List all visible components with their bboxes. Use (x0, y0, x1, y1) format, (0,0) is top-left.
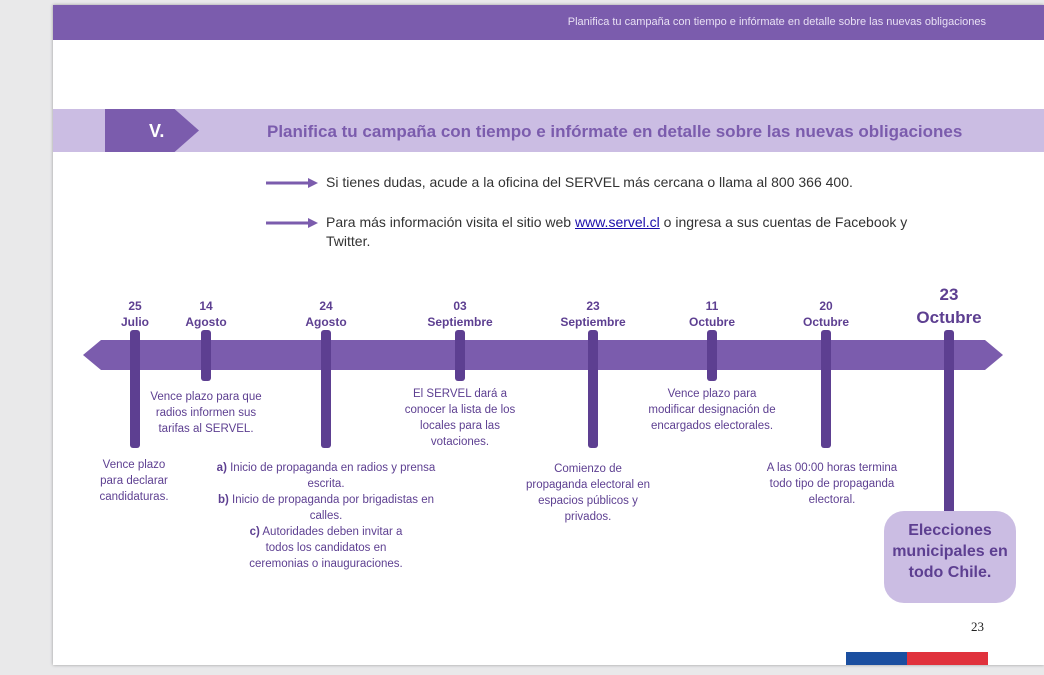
date-day: 11 (705, 299, 719, 313)
date-label-final (899, 283, 999, 329)
timeline-tick-3 (321, 330, 331, 448)
date-label (781, 298, 871, 330)
timeline-tick-2 (201, 330, 211, 381)
date-month: Julio (120, 315, 149, 329)
description-4: El SERVEL dará a conocer la lista de los locales para las votaciones. (404, 388, 516, 448)
description-6: Vence plazo para modificar designación de encargados electorales. (648, 388, 776, 432)
bullet-text-2-pre: Para más información visita el sitio web (326, 214, 575, 230)
description-3-item-a: a) Inicio de propaganda en radios y prensa escrita. (216, 462, 436, 490)
date-day: 03 (453, 299, 467, 313)
date-label (667, 298, 757, 330)
timeline-tick-7 (821, 330, 831, 448)
description-2: Vence plazo para que radios informen sus tarifas al SERVEL. (150, 391, 262, 435)
header-bar (53, 5, 1044, 40)
description-3 (216, 460, 436, 572)
date-day: 23 (586, 299, 600, 313)
date-day: 24 (319, 299, 333, 313)
flag-stripe-blue (846, 652, 907, 665)
date-day: 14 (199, 299, 213, 313)
bullet-text-2-post: o ingresa a sus cuentas de Facebook y Twitter. (326, 214, 908, 249)
section-number: V. (149, 121, 165, 141)
final-event-box: Elecciones municipales en todo Chile. (884, 511, 1016, 603)
timeline-tick-6 (707, 330, 717, 381)
date-label (415, 298, 505, 330)
page-number: 23 (971, 619, 984, 634)
bullet-text-1: Si tienes dudas, acude a la oficina del SERVEL más cercana o llama al 800 366 400. (326, 174, 853, 190)
document-page (53, 5, 1044, 665)
servel-link[interactable]: www.servel.cl (575, 214, 660, 230)
timeline-tick-4 (455, 330, 465, 381)
flag-stripe-red (907, 652, 988, 665)
timeline-bar (83, 340, 1003, 370)
arrow-icon (266, 217, 318, 229)
description-3-item-c: c) Autoridades deben invitar a todos los candidatos en ceremonias o inauguraciones. (249, 526, 403, 570)
date-day: 20 (819, 299, 833, 313)
date-label (281, 298, 371, 330)
timeline-tick-5 (588, 330, 598, 448)
description-5: Comienzo de propaganda electoral en espacios públicos y privados. (525, 463, 651, 523)
date-day: 25 (128, 299, 142, 313)
timeline-tick-1 (130, 330, 140, 448)
bullet-text-2 (326, 213, 916, 251)
date-month: Octubre (916, 308, 982, 327)
date-month: Septiembre (560, 315, 626, 329)
date-month: Agosto (185, 315, 227, 329)
header-text: Planifica tu campaña con tiempo e infórmate en detalle sobre las nuevas obligaciones (567, 16, 986, 28)
section-title: Planifica tu campaña con tiempo e infórmate en detalle sobre las nuevas obligaciones (267, 122, 963, 141)
date-label (548, 298, 638, 330)
date-label (161, 298, 251, 330)
description-1: Vence plazo para declarar candidaturas. (99, 459, 169, 503)
timeline-tick-8 (944, 330, 954, 515)
date-day: 23 (939, 285, 959, 304)
date-month: Octubre (802, 315, 849, 329)
description-3-item-b: b) Inicio de propaganda por brigadistas en calles. (217, 494, 435, 522)
date-month: Agosto (305, 315, 347, 329)
date-month: Octubre (688, 315, 735, 329)
date-month: Septiembre (427, 315, 493, 329)
arrow-icon (266, 177, 318, 189)
description-7: A las 00:00 horas termina todo tipo de propaganda electoral. (766, 462, 898, 506)
